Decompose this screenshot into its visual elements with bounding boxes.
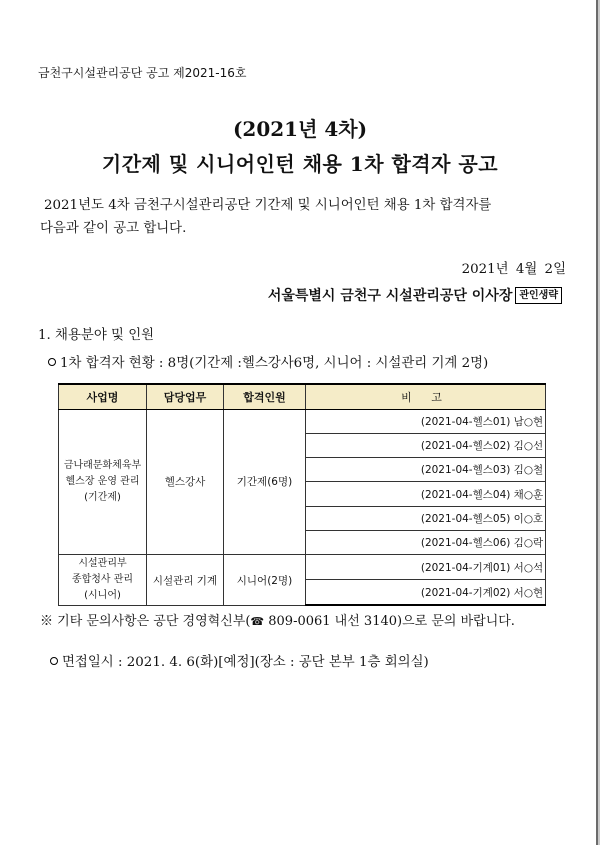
dept-line: 금나래문화체육부	[63, 459, 142, 471]
remark-cell: (2021-04-기계02) 서○현	[306, 580, 546, 606]
remark-cell: (2021-04-헬스02) 김○선	[306, 433, 546, 457]
dept-cell	[59, 555, 147, 606]
duty-cell: 시설관리 기계	[147, 555, 224, 606]
header-cell: 사업명	[59, 384, 147, 409]
footnote	[40, 610, 515, 629]
footnote-suffix: 809-0061 내선 3140)으로 문의 바랍니다.	[264, 614, 515, 629]
intro-line-1: 2021년도 4차 금천구시설관리공단 기간제 및 시니어인턴 채용 1차 합격자를	[44, 198, 492, 213]
table-row	[59, 409, 546, 433]
dept-line: 시설관리부	[78, 558, 127, 570]
summary-text: 1차 합격자 현황 : 8명(기간제 :헬스강사6명, 시니어 : 시설관리 기계 2명)	[60, 356, 489, 371]
header-cell: 담당업무	[147, 384, 224, 409]
issuer-block	[268, 285, 562, 305]
interview-bullet	[50, 651, 429, 670]
issuer-name: 서울특별시 금천구 시설관리공단 이사장	[267, 288, 513, 304]
dept-line: 헬스장 운영 관리	[65, 475, 140, 487]
table-header-row	[59, 384, 546, 409]
ring-bullet-icon	[48, 358, 56, 366]
remark-cell: (2021-04-기계01) 서○석	[306, 555, 546, 580]
ring-bullet-icon	[50, 657, 58, 665]
notice-date: 2021년 4월 2일	[461, 262, 566, 277]
duty-cell: 헬스강사	[147, 409, 224, 555]
remark-cell: (2021-04-헬스01) 남○현	[306, 409, 546, 433]
summary-bullet	[48, 352, 488, 371]
intro-paragraph	[40, 194, 564, 240]
count-cell: 기간제(6명)	[224, 409, 306, 555]
remark-cell: (2021-04-헬스05) 이○호	[306, 506, 546, 530]
dept-line: (시니어)	[84, 590, 121, 602]
seal-stamp: 관인생략	[515, 287, 562, 304]
dept-line: (기간제)	[84, 491, 121, 503]
telephone-icon: ☎	[250, 615, 265, 628]
count-cell: 시니어(2명)	[224, 555, 306, 606]
dept-cell	[59, 409, 147, 555]
remark-cell: (2021-04-헬스06) 김○락	[306, 530, 546, 554]
footnote-prefix: ※ 기타 문의사항은 공단 경영혁신부(	[40, 614, 251, 629]
section-heading: 1. 채용분야 및 인원	[38, 328, 155, 343]
header-cell: 비 고	[306, 384, 546, 409]
results-table	[58, 383, 546, 606]
table-row	[59, 555, 546, 580]
remark-cell: (2021-04-헬스04) 채○훈	[306, 482, 546, 506]
interview-text: 면접일시 : 2021. 4. 6(화)[예정](장소 : 공단 본부 1층 회의실)	[62, 655, 429, 670]
intro-line-2: 다음과 같이 공고 합니다.	[40, 221, 187, 236]
notice-number: 금천구시설관리공단 공고 제2021-16호	[38, 66, 247, 80]
dept-line: 종합청사 관리	[71, 574, 134, 586]
title-line-1: (2021년 4차)	[232, 117, 368, 141]
remark-cell: (2021-04-헬스03) 김○철	[306, 458, 546, 482]
title-line-2: 기간제 및 시니어인턴 채용 1차 합격자 공고	[101, 152, 499, 176]
header-cell: 합격인원	[224, 384, 306, 409]
